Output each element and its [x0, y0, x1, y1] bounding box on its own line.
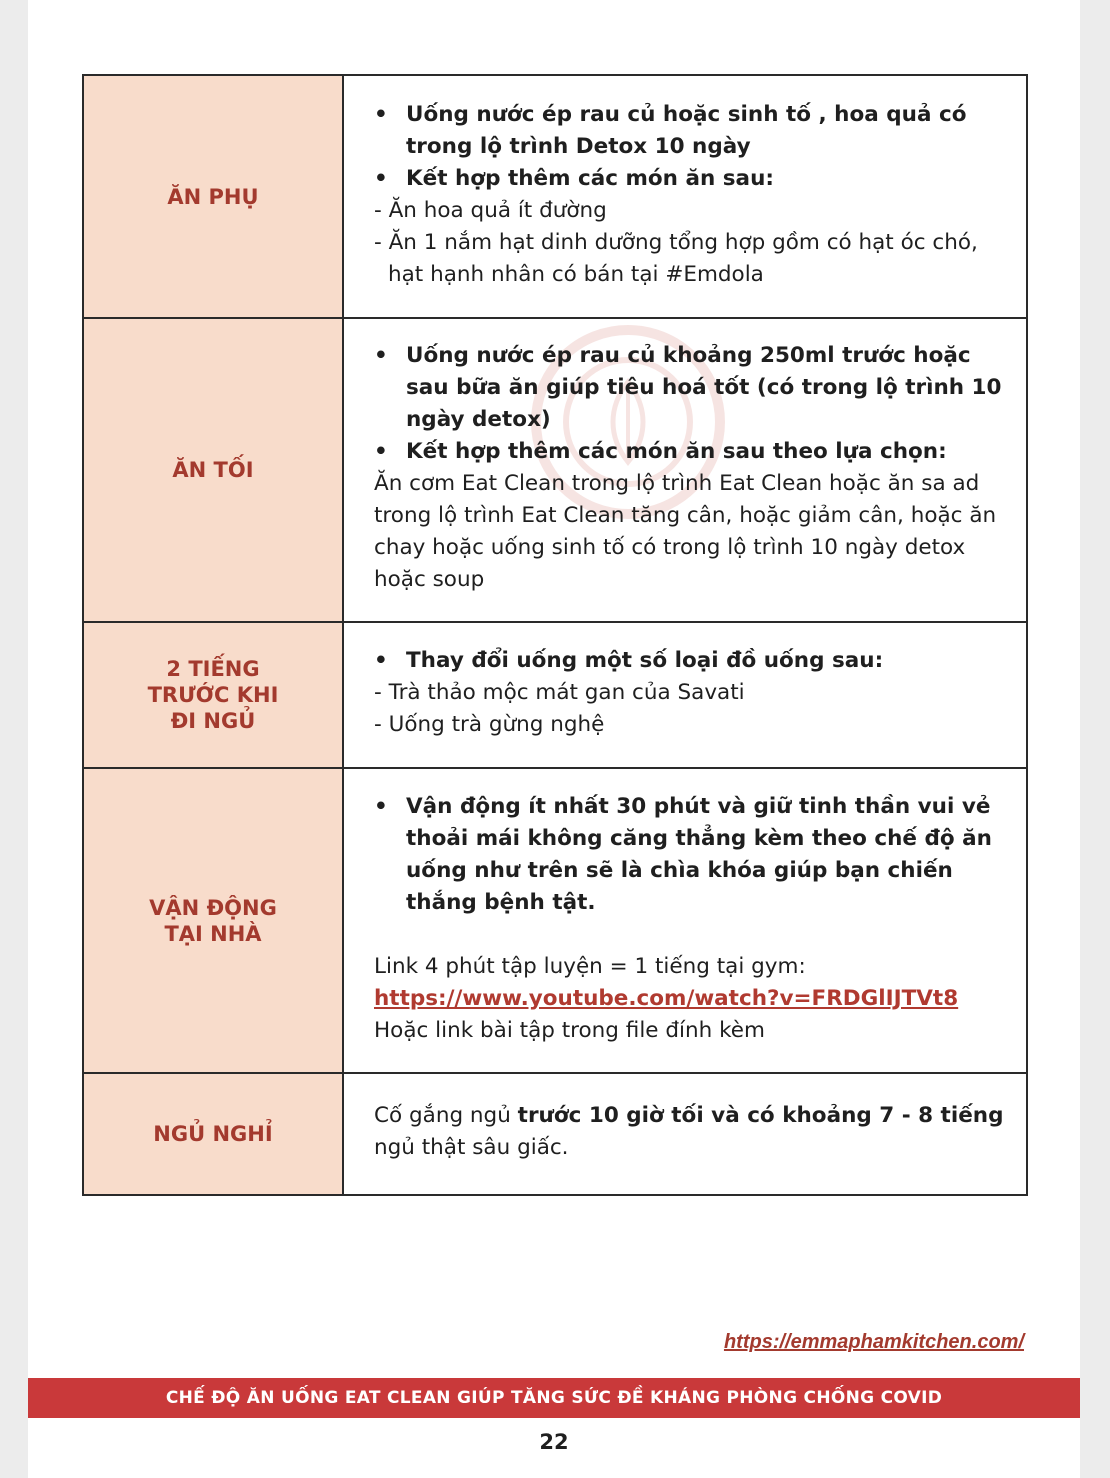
table-row [83, 622, 1027, 768]
row-label-exercise [83, 768, 343, 1073]
sleep-text-bold: trước 10 giờ tối và có khoảng 7 - 8 tiếng [517, 1103, 1004, 1128]
row-label-an-phu: ĂN PHỤ [83, 75, 343, 318]
page-number: 22 [539, 1430, 569, 1454]
text-line: - Uống trà gừng nghệ [374, 712, 605, 737]
document-page [28, 0, 1080, 1478]
row-label-before-sleep [83, 622, 343, 768]
link-intro: Link 4 phút tập luyện = 1 tiếng tại gym: [374, 953, 806, 979]
bullet-item: • Thay đổi uống một số loại đồ uống sau: [374, 645, 1004, 677]
bullet-item: • Kết hợp thêm các món ăn sau: [374, 163, 1004, 195]
text-line: hạt hạnh nhân có bán tại #Emdola [388, 261, 764, 287]
text-line: - Ăn hoa quả ít đường [374, 197, 607, 223]
row-label-sleep: NGỦ NGHỈ [83, 1073, 343, 1195]
table-row [83, 768, 1027, 1073]
bullet-item: • Uống nước ép rau củ hoặc sinh tố , hoa quả có trong lộ trình Detox 10 ngày [374, 99, 1004, 163]
meal-plan-table [82, 74, 1028, 1196]
text-line: Hoặc link bài tập trong file đính kèm [374, 1017, 765, 1043]
label-line: ĐI NGỦ [170, 709, 256, 733]
bullet-item: • Uống nước ép rau củ khoảng 250ml trước hoặc sau bữa ăn giúp tiêu hoá tốt (có trong lộ trình 10 ngày detox) [374, 340, 1004, 436]
row-content [343, 318, 1027, 622]
text-line: - Ăn 1 nắm hạt dinh dưỡng tổng hợp gồm có hạt óc chó, [374, 229, 978, 255]
footer-banner: CHẾ ĐỘ ĂN UỐNG EAT CLEAN GIÚP TĂNG SỨC ĐỀ KHÁNG PHÒNG CHỐNG COVID [28, 1378, 1080, 1418]
bullet-item: • Vận động ít nhất 30 phút và giữ tinh thần vui vẻ thoải mái không căng thẳng kèm theo chế độ ăn uống như trên sẽ là chìa khóa giúp bạn chiến thắng bệnh tật. [374, 791, 1004, 919]
row-content [343, 622, 1027, 768]
row-content [343, 1073, 1027, 1195]
row-label-an-toi: ĂN TỐI [83, 318, 343, 622]
table-row [83, 75, 1027, 318]
sleep-text-end: ngủ thật sâu giấc. [374, 1135, 569, 1160]
label-line: TRƯỚC KHI [147, 683, 279, 707]
sleep-text [374, 1100, 1004, 1132]
website-link[interactable]: https://emmaphamkitchen.com/ [723, 1331, 1024, 1353]
text-line: - Trà thảo mộc mát gan của Savati [374, 680, 745, 705]
row-content [343, 75, 1027, 318]
label-line: 2 TIẾNG [166, 657, 260, 681]
table-row [83, 318, 1027, 622]
row-content [343, 768, 1027, 1073]
bullet-item: • Kết hợp thêm các món ăn sau theo lựa chọn: [374, 436, 1004, 468]
label-line: VẬN ĐỘNG [149, 895, 277, 920]
youtube-link[interactable]: https://www.youtube.com/watch?v=FRDGlIJTVt8 [374, 985, 959, 1011]
sleep-text-plain: Cố gắng ngủ [374, 1103, 518, 1128]
table-row [83, 1073, 1027, 1195]
text-paragraph: Ăn cơm Eat Clean trong lộ trình Eat Clean hoặc ăn sa ad trong lộ trình Eat Clean tăng cân, hoặc giảm cân, hoặc ăn chay hoặc uống sinh tố có trong lộ trình 10 ngày detox hoặc soup [374, 471, 997, 592]
label-line: TẠI NHÀ [164, 921, 262, 946]
